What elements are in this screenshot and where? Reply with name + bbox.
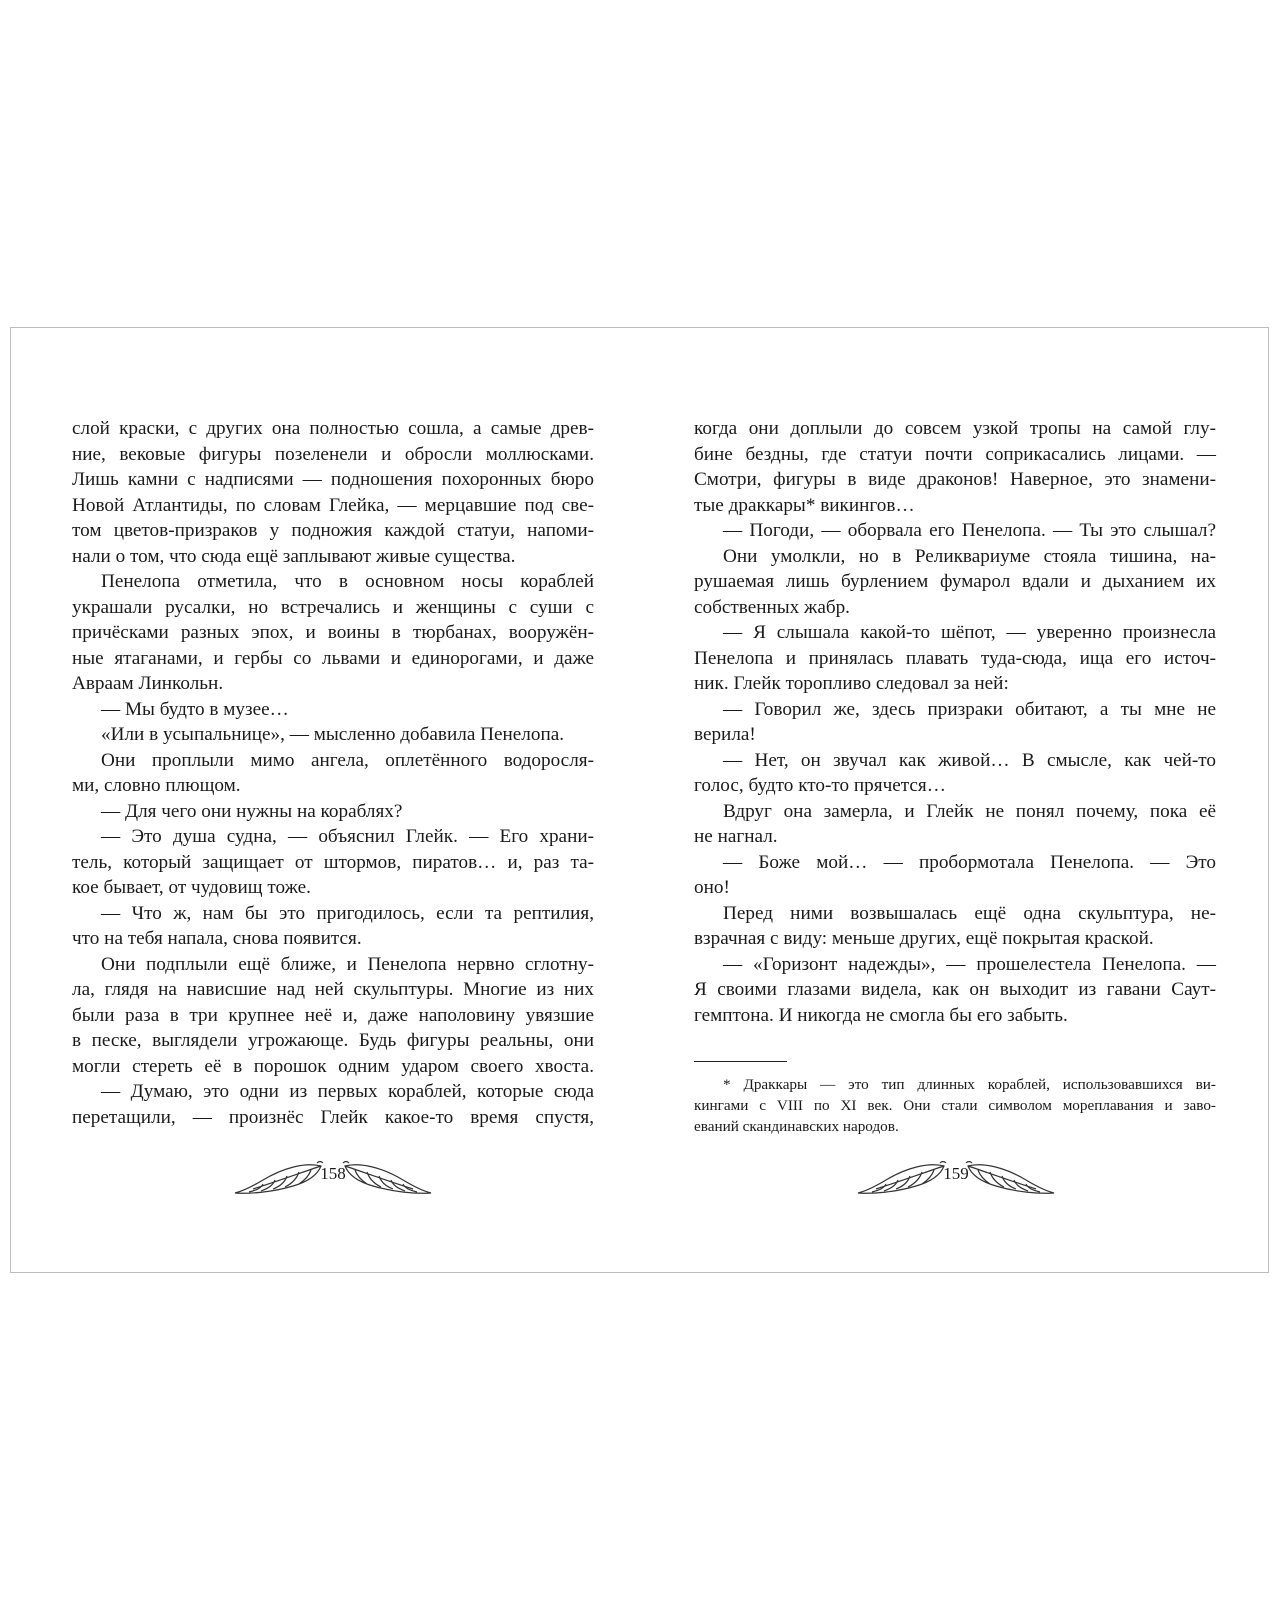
text-line: Они подплыли ещё ближе, и Пенелопа нервно сглотну-	[101, 953, 594, 975]
text-line: — Мы будто в музее…	[101, 698, 289, 720]
text-line: Вдруг она замерла, и Глейк не понял почему, пока её	[723, 800, 1216, 822]
footnote-line: кингами с VIII по XI век. Они стали символом мореплавания и заво-	[694, 1097, 1216, 1114]
text-line: «Или в усыпальнице», — мысленно добавила Пенелопа.	[101, 724, 565, 745]
text-line: верила!	[694, 724, 756, 745]
text-line: в песке, выглядели угрожающе. Будь фигуры реальны, они	[72, 1030, 594, 1051]
text-line: — Боже мой… — пробормотала Пенелопа. — Это	[723, 851, 1216, 873]
text-line: взрачная с виду: меньше других, ещё покрытая краской.	[694, 928, 1154, 949]
text-line: собственных жабр.	[694, 596, 850, 618]
text-line: не нагнал.	[694, 826, 778, 847]
book-spread	[10, 327, 1269, 1273]
text-line: Они проплыли мимо ангела, оплетённого водоросля-	[101, 749, 594, 771]
text-line: бине бездны, где статуи почти соприкасались лицами. —	[694, 443, 1216, 465]
text-line: перетащили, — произнёс Глейк какое-то время спустя,	[72, 1106, 594, 1128]
text-line: Перед ними возвышалась ещё одна скульптура, не-	[723, 902, 1216, 924]
text-line: Они умолкли, но в Реликвариуме стояла тишина, на-	[723, 545, 1216, 567]
text-line: Я своими глазами видела, как он выходит из гавани Саут-	[694, 979, 1216, 1000]
text-line: — Говорил же, здесь призраки обитают, а ты мне не	[723, 698, 1216, 720]
text-line: Пенелопа отметила, что в основном носы кораблей	[101, 571, 594, 592]
text-line: гемптона. И никогда не смогла бы его забыть.	[694, 1004, 1068, 1026]
footnote-line: * Драккары — это тип длинных кораблей, использовавшихся ви-	[723, 1076, 1216, 1093]
text-line: когда они доплыли до совсем узкой тропы на самой глу-	[694, 418, 1216, 439]
text-line: том цветов-призраков у подножия каждой статуи, напоми-	[72, 520, 594, 541]
page-number-footer	[856, 1158, 1056, 1198]
page-number: 159	[943, 1164, 969, 1183]
page-number: 158	[320, 1164, 346, 1183]
right-page	[694, 416, 1216, 1137]
text-line: — «Горизонт надежды», — прошелестела Пенелопа. —	[723, 953, 1216, 975]
text-line: слой краски, с других она полностью сошла, а самые древ-	[72, 418, 594, 439]
text-line: Авраам Линкольн.	[72, 673, 224, 694]
text-line: ние, вековые фигуры позеленели и обросли моллюсками.	[72, 443, 594, 465]
footnote-line: еваний скандинавских народов.	[694, 1118, 899, 1135]
text-line: оно!	[694, 877, 730, 898]
text-line: что на тебя напала, снова появится.	[72, 928, 362, 949]
text-line: — Это душа судна, — объяснил Глейк. — Его храни-	[101, 826, 594, 847]
text-line: — Нет, он звучал как живой… В смысле, как чей-то	[723, 749, 1216, 771]
shell-ornament-icon	[964, 1158, 1056, 1198]
text-line: ми, словно плющом.	[72, 775, 241, 796]
text-line: ник. Глейк торопливо следовал за ней:	[694, 673, 1009, 694]
text-line: тые драккары* викингов…	[694, 494, 915, 516]
text-line: рушаемая лишь бурлением фумарол вдали и дыханием их	[694, 571, 1216, 592]
text-line: украшали русалки, но встречались и женщины с суши с	[72, 596, 594, 618]
left-page	[72, 416, 594, 1130]
text-line: ные ятаганами, и гербы со львами и единорогами, и даже	[72, 647, 594, 669]
text-line: были раза в три крупнее неё и, даже наполовину увязшие	[72, 1004, 594, 1026]
text-line: Пенелопа и принялась плавать туда-сюда, ища его источ-	[694, 647, 1216, 669]
text-line: Новой Атлантиды, по словам Глейка, — мерцавшие под све-	[72, 494, 594, 516]
text-line: — Что ж, нам бы это пригодилось, если та рептилия,	[101, 902, 594, 924]
text-line: нали о том, что сюда ещё заплывают живые существа.	[72, 545, 516, 567]
text-line: голос, будто кто-то прячется…	[694, 775, 946, 796]
text-line: — Погоди, — оборвала его Пенелопа. — Ты это слышал?	[723, 520, 1216, 541]
text-line: ла, глядя на нависшие над ней скульптуры. Многие из них	[72, 979, 594, 1000]
text-line: Лишь камни с надписями — подношения похоронных бюро	[72, 469, 594, 490]
page-number-footer	[233, 1158, 433, 1198]
shell-ornament-icon	[341, 1158, 433, 1198]
footnote-divider	[694, 1061, 787, 1062]
text-line: кое бывает, от чудовищ тоже.	[72, 877, 311, 898]
text-line: Смотри, фигуры в виде драконов! Наверное, это знамени-	[694, 469, 1216, 490]
text-line: — Думаю, это одни из первых кораблей, которые сюда	[101, 1081, 594, 1102]
text-line: — Для чего они нужны на кораблях?	[101, 800, 403, 822]
text-line: могли стереть её в порошок одним ударом своего хвоста.	[72, 1055, 594, 1077]
text-line: — Я слышала какой-то шёпот, — уверенно произнесла	[723, 622, 1216, 643]
text-line: причёсками разных эпох, и воины в тюрбанах, вооружён-	[72, 622, 594, 643]
text-line: тель, который защищает от штормов, пиратов… и, раз та-	[72, 851, 594, 873]
